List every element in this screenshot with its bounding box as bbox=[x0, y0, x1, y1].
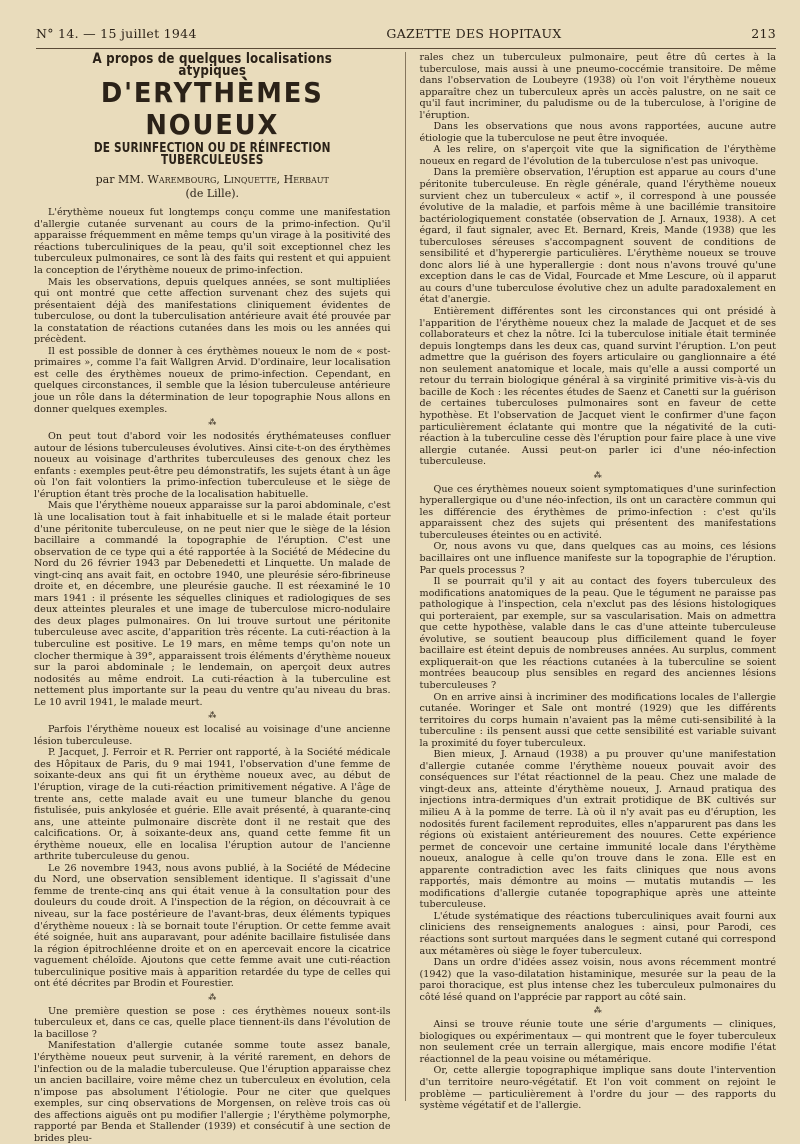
article-title: D'ERYTHÈMES NOUEUX bbox=[100, 76, 324, 142]
paragraph: L'érythème noueux fut longtemps conçu comme une manifestation d'allergie cutanée survenant au cours de la primo-infection. Qu'il apparaisse fréquemment en même temps qu'un virage à la positivité des réactions tuberculiniques de la peau, qu'il soit exceptionnel chez les tuberculeux pulmonaires, ce sont là des faits qui restent et qui appuient la conception de l'érythème noueux de primo-infection. bbox=[34, 207, 391, 277]
article-kicker: A propos de quelques localisations atypiques bbox=[92, 51, 332, 79]
page-number: 213 bbox=[751, 26, 776, 41]
paragraph: Ainsi se trouve réunie toute une série d'arguments — cliniques, biologiques ou expérimentaux — qui montrent que le foyer tuberculeux non seulement crée un terrain allergique, mais encore modifie l'état réactionnel de la peau voisine ou métamérique. bbox=[419, 1019, 776, 1065]
article-columns bbox=[34, 51, 776, 1144]
article-subtitle: DE SURINFECTION OU DE RÉINFECTION TUBERCULEUSES bbox=[93, 141, 331, 168]
authors-names: Warembourg, Linquette, Herbaut bbox=[147, 173, 329, 187]
paragraph: Entièrement différentes sont les circonstances qui ont présidé à l'apparition de l'érythème noueux chez la malade de Jacquet et de ses collaborateurs et chez la nôtre. Ici la tuberculose initiale était terminée depuis longtemps dans les deux cas, quand survint l'éruption. L'on peut admettre que la guérison des foyers articulaire ou ganglionnaire a été non seulement anatomique et locale, mais qu'elle a aussi comporté un retour du terrain biologique général à sa virginité primitive vis-à-vis du bacille de Koch : les récentes études de Saenz et Canetti sur la guérison de certaines tuberculoses pulmonaires sont en faveur de cette hypothèse. Et l'observation de Jacquet vient le confirmer d'une façon particulièrement éclatante qui montre que la négativité de la cuti-réaction à la tuberculine cesse dès l'éruption pour faire place à une vive allergie cutanée. Aussi peut-on parler ici d'une néo-infection tuberculeuse. bbox=[419, 306, 776, 468]
paragraph: Manifestation d'allergie cutanée somme toute assez banale, l'érythème noueux peut survenir, à la vérité rarement, en dehors de l'infection ou de la maladie tuberculeuse. Que l'éruption apparaisse chez un ancien bacillaire, voire même chez un tuberculeux en évolution, cela n'impose pas absolument l'étiologie. Pour ne citer que quelques exemples, sur cinq observations de Morgensen, on relève trois cas où des affections aiguës ont pu modifier l'allergie ; l'érythème polymorphe, rapporté par Benda et Stallender (1939) et consécutif à une section de brides pleu- bbox=[34, 1040, 391, 1144]
paragraph: Une première question se pose : ces érythèmes noueux sont-ils tuberculeux et, dans ce cas, quelle place tiennent-ils dans l'évolution de la bacillose ? bbox=[34, 1005, 391, 1040]
left-column bbox=[34, 51, 391, 1144]
section-separator: ⁂ bbox=[208, 711, 217, 721]
section-separator: ⁂ bbox=[208, 992, 217, 1002]
paragraph: rales chez un tuberculeux pulmonaire, peut être dû certes à la tuberculose, mais aussi à une pneumo-coccémie transitoire. De même dans l'observation de Loubeyre (1938) où l'on voit l'érythème noueux apparaître chez un tuberculeux après un accès palustre, on ne sait ce qu'il faut incriminer, du paludisme ou de la tuberculose, à l'origine de l'éruption. bbox=[419, 52, 776, 121]
journal-name: GAZETTE DES HOPITAUX bbox=[386, 26, 562, 41]
paragraph: Mais que l'érythème noueux apparaisse sur la paroi abdominale, c'est là une localisation tout à fait inhabituelle et si le malade était porteur d'une péritonite tuberculeuse, on ne peut nier que le siège de la lésion bacillaire a commandé la topographie de l'éruption. C'est une observation de ce type qui a été rapportée à la Société de Médecine du Nord du 26 février 1943 par Debenedetti et Linquette. Un malade de vingt-cinq ans avait fait, en octobre 1940, une pleurésie séro-fibrineuse droite et, en décembre, une pleurésie gauche. Il est réexaminé le 10 mars 1941 : il présente les séquelles cliniques et radiologiques de ses deux atteintes pleurales et une image de tuberculose micro-nodulaire des deux plages pulmonaires. On lui trouve surtout une péritonite tuberculeuse avec ascite, d'apparition très récente. La cuti-réaction à la tuberculine est positive. Le 19 mars, en même temps qu'on note un clocher thermique à 39°, apparaissent trois éléments d'érythème noueux sur la paroi abdominale ; le lendemain, on aperçoit deux autres nodosités au même endroit. La cuti-réaction à la tuberculine est nettement plus importante sur la peau du ventre qu'au niveau du bras. Le 10 avril 1941, le malade meurt. bbox=[34, 500, 391, 708]
paragraph: Il se pourrait qu'il y ait au contact des foyers tuberculeux des modifications anatomiques de la peau. Que le tégument ne paraisse pas pathologique à l'inspection, cela n'exclut pas des lésions histologiques qui porteraient, par exemple, sur sa vascularisation. Mais on admettra que cette hypothèse, valable dans le cas d'une atteinte tuberculeuse évolutive, se soutient beaucoup plus difficilement quand le foyer bacillaire est éteint depuis de nombreuses années. Au surplus, comment expliquerait-on que les réactions cutanées à la tuberculine se soient montrées beaucoup plus sensibles en regard des anciennes lésions tuberculeuses ? bbox=[419, 576, 776, 691]
paragraph: A les relire, on s'aperçoit vite que la signification de l'érythème noueux en regard de l'évolution de la tuberculose n'est pas univoque. bbox=[419, 144, 776, 167]
section-separator: ⁂ bbox=[593, 470, 602, 480]
section-separator: ⁂ bbox=[593, 1006, 602, 1016]
paragraph: On en arrive ainsi à incriminer des modifications locales de l'allergie cutanée. Woringer et Sale ont montré (1929) que les différents territoires du corps humain n'avaient pas la même cuti-sensibilité à la tuberculine : ils pensent aussi que cette sensibilité est variable suivant la proximité du foyer tuberculeux. bbox=[419, 691, 776, 749]
article-title-block bbox=[34, 51, 391, 200]
header-rule bbox=[36, 48, 776, 49]
running-header bbox=[36, 26, 776, 41]
paragraph: Or, cette allergie topographique implique sans doute l'intervention d'un territoire neuro-végétatif. Et l'on voit comment on rejoint le problème — particulièrement à l'ordre du jour — des rapports du système végétatif et de l'allergie. bbox=[419, 1065, 776, 1112]
paragraph: P. Jacquet, J. Ferroir et R. Perrier ont rapporté, à la Société médicale des Hôpitaux de Paris, du 9 mai 1941, l'observation d'une femme de soixante-deux ans qui fit un érythème noueux avec, au début de l'éruption, virage de la cuti-réaction primitivement négative. A l'âge de trente ans, cette malade avait eu une tumeur blanche du genou fistulisée, puis ankylosée et guérie. Elle avait présenté, à quarante-cinq ans, une atteinte pulmonaire discrète dont il ne restait que des calcifications. Or, à soixante-deux ans, quand cette femme fit un érythème noueux, elle en localisa l'éruption autour de l'ancienne arthrite tuberculeuse du genou. bbox=[34, 747, 391, 863]
right-column bbox=[419, 52, 777, 1112]
paragraph: Dans la première observation, l'éruption est apparue au cours d'une péritonite tuberculeuse. En règle générale, quand l'érythème noueux survient chez un tuberculeux « actif », il correspond à une poussée évolutive de la maladie, et parfois même à une bacillémie transitoire bactériologiquement constatée (observation de J. Arnaux, 1938). A cet égard, il faut signaler, avec Et. Bernard, Kreis, Mande (1938) que les tuberculoses séreuses s'accompagnent souvent de conditions de sensibilité et d'hyperergie particulières. L'érythème noueux se trouve donc alors lié à une hyperallergie : dont nous n'avons trouvé qu'une exception dans le cas de Vidal, Fourcade et Mme Lescure, où il apparut au cours d'une tuberculose évolutive chez un adulte paradoxalement en état d'anergie. bbox=[419, 167, 776, 306]
paragraph: Il est possible de donner à ces érythèmes noueux le nom de « post-primaires », comme l'a fait Wallgren Arvid. D'ordinaire, leur localisation est celle des érythèmes noueux de primo-infection. Cependant, en quelques circonstances, il semble que la lésion tuberculeuse antérieure joue un rôle dans la détermination de leur topographie Nous allons en donner quelques exemples. bbox=[34, 345, 391, 415]
paragraph: Le 26 novembre 1943, nous avons publié, à la Société de Médecine du Nord, une observation sensiblement identique. Il s'agissait d'une femme de trente-cinq ans qui était venue à la consultation pour des douleurs du coude droit. A l'inspection de la région, on découvrait à ce niveau, sur la face postérieure de l'avant-bras, deux éléments typiques d'érythème noueux : là se bornait toute l'éruption. Or cette femme avait été soignée, huit ans auparavant, pour adénite bacillaire fistulisée dans la région épitrochléenne droite et on en apercevait encore la cicatrice vaguement chéloïde. Ajoutons que cette femme avait une cuti-réaction tuberculinique positive mais à apparition retardée du type de celles qui ont été décrites par Brodin et Fourestier. bbox=[34, 862, 391, 990]
paragraph: Bien mieux, J. Arnaud (1938) a pu prouver qu'une manifestation d'allergie cutanée comme l'érythème noueux pouvait avoir des conséquences sur l'état réactionnel de la peau. Chez une malade de vingt-deux ans, atteinte d'érythème noueux, J. Arnaud pratiqua des injections intra-dermiques d'un extrait protidique de BK cultivés sur milieu A à la pomme de terre. Là où il n'y avait pas eu d'éruption, les nodosités furent facilement reproduites, elles n'apparurent pas dans les régions où existaient antérieurement des nouures. Cette expérience permet de concevoir une certaine immunité locale dans l'érythème noueux, analogue à celle qu'on trouve dans le zona. Elle est en apparente contradiction avec les faits cliniques que nous avons rapportés, mais démontre au moins — mutatis mutandis — les modifications d'allergie cutanée topographique après une atteinte tuberculeuse. bbox=[419, 749, 776, 911]
paragraph: L'étude systématique des réactions tuberculiniques avait fourni aux cliniciens des renseignements analogues : ainsi, pour Parodi, ces réactions sont surtout marquées dans le segment cutané qui correspond aux métamères où siège le foyer tuberculeux. bbox=[419, 910, 776, 957]
column-divider bbox=[405, 52, 406, 1101]
paragraph: Dans un ordre d'idées assez voisin, nous avons récemment montré (1942) que la vaso-dilatation histaminique, mesurée sur la peau de la paroi thoracique, est plus intense chez les tuberculeux pulmonaires du côté lésé quand on l'apprécie par rapport au côté sain. bbox=[419, 957, 776, 1003]
paragraph: Dans les observations que nous avons rapportées, aucune autre étiologie que la tuberculose ne peut être invoquée. bbox=[419, 121, 776, 144]
paragraph: Mais les observations, depuis quelques années, se sont multipliées qui ont montré que cette affection survenant chez des sujets qui présentaient déjà des manifestations cliniquement évidentes de tuberculose, ou dont la tuberculisation antérieure avait été prouvée par la constatation de réactions cutanées dans les mois ou les années qui précèdent. bbox=[34, 276, 391, 346]
paragraph: Que ces érythèmes noueux soient symptomatiques d'une surinfection hyperallergique ou d'une néo-infection, ils ont un caractère commun qui les différencie des érythèmes de primo-infection : c'est qu'ils apparaissent chez des sujets qui présentent des manifestations tuberculeuses éteintes ou en activité. bbox=[419, 483, 776, 541]
authors-prefix: par MM. bbox=[95, 173, 145, 187]
paragraph: On peut tout d'abord voir les nodosités érythémateuses confluer autour de lésions tuberculeuses évolutives. Ainsi cite-t-on des érythèmes noueux au voisinage d'arthrites tuberculeuses des genoux chez les enfants : exemples peut-être peu démonstratifs, les sujets étant à un âge où l'on fait volontiers la primo-infection tuberculeuse et le siège de l'éruption étant très proche de la localisation habituelle. bbox=[34, 431, 391, 500]
author-affiliation: (de Lille). bbox=[185, 186, 239, 200]
section-separator: ⁂ bbox=[208, 418, 217, 428]
issue-number: N° 14. — 15 juillet 1944 bbox=[36, 26, 197, 41]
article-authors bbox=[34, 174, 391, 186]
paragraph: Or, nous avons vu que, dans quelques cas au moins, ces lésions bacillaires ont une influence manifeste sur la topographie de l'éruption. Par quels processus ? bbox=[419, 541, 776, 576]
paragraph: Parfois l'érythème noueux est localisé au voisinage d'une ancienne lésion tuberculeuse. bbox=[34, 724, 391, 747]
